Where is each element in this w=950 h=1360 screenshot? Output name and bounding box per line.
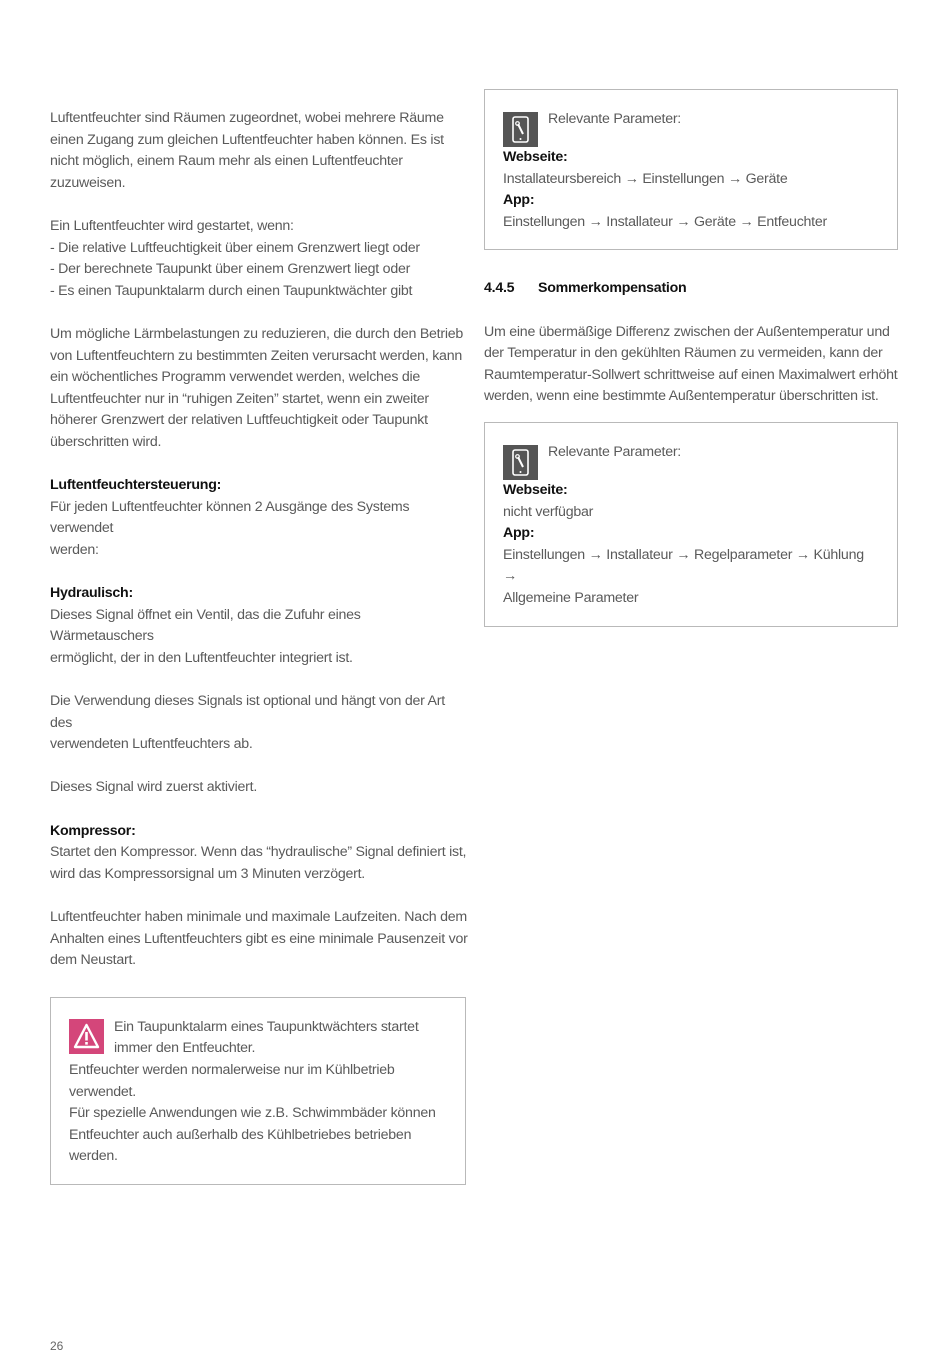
- first-paragraph: Dieses Signal wird zuerst aktiviert.: [50, 779, 258, 796]
- app-path: Einstellungen → Installateur → Regelparameter → Kühlung →: [503, 546, 864, 585]
- website-path: Installateursbereich → Einstellungen → Geräte: [503, 170, 788, 187]
- phone-wrench-icon: [503, 112, 538, 147]
- hydraulic-section: Hydraulisch: Dieses Signal öffnet ein Ventil, das die Zufuhr eines Wärmetauschers ermöglicht, der in den Luftentfeuchter integriert ist.: [50, 583, 468, 669]
- hydraulic-heading: Hydraulisch:: [50, 585, 133, 602]
- section-number: 4.4.5: [484, 280, 515, 297]
- noise-paragraph: Um mögliche Lärmbelastungen zu reduzieren, die durch den Betrieb von Luftentfeuchtern zu bestimmten Zeiten verursacht werden, kann ein wöchentliches Programm verwendet werden, welches die Luftentfeuchter nur in “ruhigen Zeiten” startet, wenn ein zweiter höherer Grenzwert der relativen Luftfeuchtigkeit oder Taupunkt überschritten wird.: [50, 325, 464, 450]
- page-number: 26: [50, 1339, 64, 1353]
- parameter-box-summer: [484, 422, 898, 627]
- warning-icon: [69, 1019, 104, 1054]
- section-heading: [484, 278, 898, 300]
- parameter-title: Relevante Parameter:: [548, 443, 682, 460]
- parameter-box-devices: [484, 89, 898, 250]
- intro-paragraph: Luftentfeuchter sind Räumen zugeordnet, wobei mehrere Räume einen Zugang zum gleichen Luftentfeuchter haben können. Es ist nicht möglich, einem Raum mehr als einen Luftentfeuchter zuzuweisen.: [50, 110, 444, 191]
- phone-wrench-icon: [503, 445, 538, 480]
- website-path: nicht verfügbar: [503, 503, 594, 520]
- compressor-heading: Kompressor:: [50, 822, 136, 839]
- right-column: [484, 89, 898, 627]
- section-paragraph: Um eine übermäßige Differenz zwischen der Außentemperatur und der Temperatur in den gekühlten Räumen zu vermeiden, kann der Raumtemperatur-Sollwert schrittweise auf einen Maximalwert erhöht werden, wenn eine bestimmte Außentemperatur überschritten ist.: [484, 323, 898, 405]
- left-column: [50, 108, 468, 1185]
- control-section: Luftentfeuchtersteuerung: Für jeden Luftentfeuchter können 2 Ausgänge des Systems verwendet werden:: [50, 475, 468, 561]
- section-title: Sommerkompensation: [538, 280, 687, 297]
- website-label: Webseite:: [503, 149, 568, 165]
- start-conditions: Ein Luftentfeuchter wird gestartet, wenn: - Die relative Luftfeuchtigkeit über einem Grenzwert liegt oder - Der berechnete Taupunkt über einem Grenzwert liegt oder - Es einen Taupunktalarm durch einen Taupunktwächter gibt: [50, 217, 420, 299]
- app-path: Allgemeine Parameter: [503, 589, 639, 606]
- parameter-title: Relevante Parameter:: [548, 111, 682, 127]
- app-label: App:: [503, 192, 535, 209]
- control-heading: Luftentfeuchtersteuerung:: [50, 477, 222, 494]
- app-label: App:: [503, 525, 535, 542]
- website-label: Webseite:: [503, 481, 568, 498]
- runtime-paragraph: Luftentfeuchter haben minimale und maximale Laufzeiten. Nach dem Anhalten eines Luftentfeuchters gibt es eine minimale Pausenzeit vor dem Neustart.: [50, 908, 468, 969]
- warning-box: Ein Taupunktalarm eines Taupunktwächters startet immer den Entfeuchter. Entfeuchter werden normalerweise nur im Kühlbetrieb verwendet. Für spezielle Anwendungen wie z.B. Schwimmbäder können Entfeuchter auch außerhalb des Kühlbetriebes betrieben werden.: [50, 997, 466, 1185]
- compressor-section: Kompressor: Startet den Kompressor. Wenn das “hydraulische” Signal definiert ist, wird das Kompressorsignal um 3 Minuten verzögert.: [50, 822, 467, 882]
- app-path: Einstellungen → Installateur → Geräte → Entfeuchter: [503, 213, 827, 230]
- usage-paragraph: Die Verwendung dieses Signals ist optional und hängt von der Art des verwendeten Luftentfeuchters ab.: [50, 693, 445, 753]
